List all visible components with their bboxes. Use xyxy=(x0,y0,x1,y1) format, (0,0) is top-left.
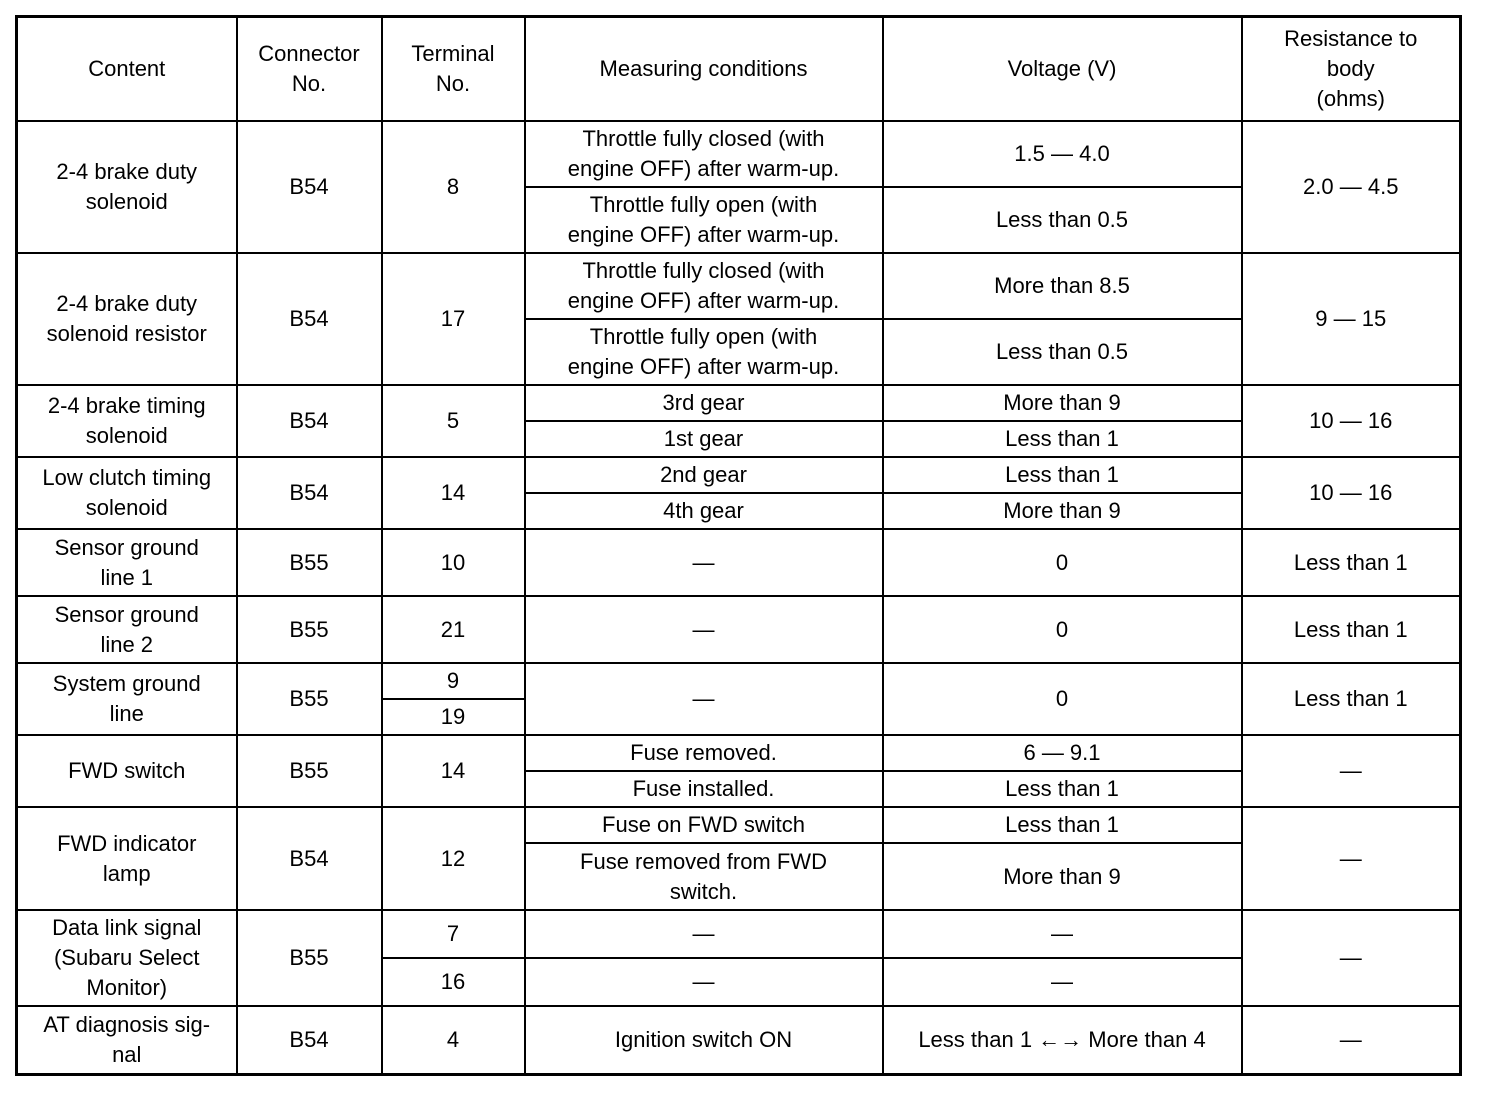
voltage-cell: 0 xyxy=(883,596,1242,663)
condition-cell: 2nd gear xyxy=(525,457,883,493)
terminal-cell: 10 xyxy=(382,529,525,596)
header-conditions: Measuring conditions xyxy=(525,17,883,122)
voltage-cell: — xyxy=(883,958,1242,1006)
voltage-cell: More than 8.5 xyxy=(883,253,1242,319)
condition-cell: — xyxy=(525,663,883,735)
resistance-cell: 10 — 16 xyxy=(1242,385,1461,457)
condition-cell: — xyxy=(525,910,883,958)
content-cell: FWD switch xyxy=(17,735,237,807)
connector-cell: B54 xyxy=(237,807,382,910)
voltage-cell: 1.5 — 4.0 xyxy=(883,121,1242,187)
table-row xyxy=(17,457,1461,493)
table-row xyxy=(17,385,1461,421)
content-cell: AT diagnosis sig- nal xyxy=(17,1006,237,1074)
voltage-cell: More than 9 xyxy=(883,385,1242,421)
condition-cell: — xyxy=(525,529,883,596)
terminal-cell: 14 xyxy=(382,457,525,529)
resistance-cell: Less than 1 xyxy=(1242,596,1461,663)
connector-cell: B55 xyxy=(237,735,382,807)
connector-cell: B55 xyxy=(237,596,382,663)
condition-cell: — xyxy=(525,596,883,663)
connector-cell: B54 xyxy=(237,121,382,253)
resistance-cell: 9 — 15 xyxy=(1242,253,1461,385)
resistance-cell: — xyxy=(1242,807,1461,910)
condition-cell: — xyxy=(525,958,883,1006)
connector-cell: B55 xyxy=(237,910,382,1006)
voltage-cell: 0 xyxy=(883,529,1242,596)
header-row xyxy=(17,17,1461,122)
terminal-cell: 9 xyxy=(382,663,525,699)
condition-cell: Throttle fully closed (with engine OFF) after warm-up. xyxy=(525,121,883,187)
table-row xyxy=(17,529,1461,596)
table-row xyxy=(17,1006,1461,1074)
connector-cell: B55 xyxy=(237,663,382,735)
voltage-cell: Less than 1 xyxy=(883,807,1242,843)
condition-cell: Fuse on FWD switch xyxy=(525,807,883,843)
condition-cell: Ignition switch ON xyxy=(525,1006,883,1074)
table-row xyxy=(17,596,1461,663)
terminal-cell: 4 xyxy=(382,1006,525,1074)
condition-cell: Fuse installed. xyxy=(525,771,883,807)
terminal-cell: 21 xyxy=(382,596,525,663)
table-row xyxy=(17,735,1461,771)
connector-cell: B54 xyxy=(237,253,382,385)
resistance-cell: — xyxy=(1242,1006,1461,1074)
condition-cell: Throttle fully open (with engine OFF) after warm-up. xyxy=(525,319,883,385)
content-cell: 2-4 brake timing solenoid xyxy=(17,385,237,457)
connector-cell: B54 xyxy=(237,385,382,457)
condition-cell: 1st gear xyxy=(525,421,883,457)
terminal-cell: 19 xyxy=(382,699,525,735)
content-cell: 2-4 brake duty solenoid resistor xyxy=(17,253,237,385)
resistance-cell: 10 — 16 xyxy=(1242,457,1461,529)
content-cell: Sensor ground line 2 xyxy=(17,596,237,663)
voltage-cell: 6 — 9.1 xyxy=(883,735,1242,771)
content-cell: Data link signal (Subaru Select Monitor) xyxy=(17,910,237,1006)
condition-cell: 4th gear xyxy=(525,493,883,529)
voltage-cell: — xyxy=(883,910,1242,958)
spec-table-container xyxy=(15,15,1459,1076)
table-row xyxy=(17,663,1461,699)
header-terminal: Terminal No. xyxy=(382,17,525,122)
content-cell: Sensor ground line 1 xyxy=(17,529,237,596)
condition-cell: Fuse removed from FWD switch. xyxy=(525,843,883,910)
resistance-cell: — xyxy=(1242,910,1461,1006)
content-cell: Low clutch timing solenoid xyxy=(17,457,237,529)
voltage-cell: Less than 0.5 xyxy=(883,319,1242,385)
header-connector: Connector No. xyxy=(237,17,382,122)
terminal-spec-table xyxy=(15,15,1462,1076)
voltage-cell: Less than 1 xyxy=(883,457,1242,493)
voltage-cell: Less than 1 xyxy=(883,421,1242,457)
table-row xyxy=(17,121,1461,187)
table-row xyxy=(17,253,1461,319)
condition-cell: 3rd gear xyxy=(525,385,883,421)
voltage-cell: Less than 0.5 xyxy=(883,187,1242,253)
connector-cell: B54 xyxy=(237,1006,382,1074)
header-voltage: Voltage (V) xyxy=(883,17,1242,122)
resistance-cell: — xyxy=(1242,735,1461,807)
condition-cell: Fuse removed. xyxy=(525,735,883,771)
content-cell: FWD indicator lamp xyxy=(17,807,237,910)
voltage-cell: 0 xyxy=(883,663,1242,735)
table-row xyxy=(17,807,1461,843)
terminal-cell: 7 xyxy=(382,910,525,958)
resistance-cell: Less than 1 xyxy=(1242,663,1461,735)
content-cell: System ground line xyxy=(17,663,237,735)
voltage-cell: Less than 1 ←→ More than 4 xyxy=(883,1006,1242,1074)
terminal-cell: 14 xyxy=(382,735,525,807)
voltage-cell: More than 9 xyxy=(883,843,1242,910)
terminal-cell: 5 xyxy=(382,385,525,457)
header-content: Content xyxy=(17,17,237,122)
condition-cell: Throttle fully closed (with engine OFF) after warm-up. xyxy=(525,253,883,319)
resistance-cell: 2.0 — 4.5 xyxy=(1242,121,1461,253)
header-resistance: Resistance to body (ohms) xyxy=(1242,17,1461,122)
terminal-cell: 17 xyxy=(382,253,525,385)
terminal-cell: 8 xyxy=(382,121,525,253)
content-cell: 2-4 brake duty solenoid xyxy=(17,121,237,253)
connector-cell: B55 xyxy=(237,529,382,596)
terminal-cell: 16 xyxy=(382,958,525,1006)
voltage-cell: Less than 1 xyxy=(883,771,1242,807)
voltage-cell: More than 9 xyxy=(883,493,1242,529)
resistance-cell: Less than 1 xyxy=(1242,529,1461,596)
terminal-cell: 12 xyxy=(382,807,525,910)
table-row xyxy=(17,910,1461,958)
condition-cell: Throttle fully open (with engine OFF) after warm-up. xyxy=(525,187,883,253)
connector-cell: B54 xyxy=(237,457,382,529)
